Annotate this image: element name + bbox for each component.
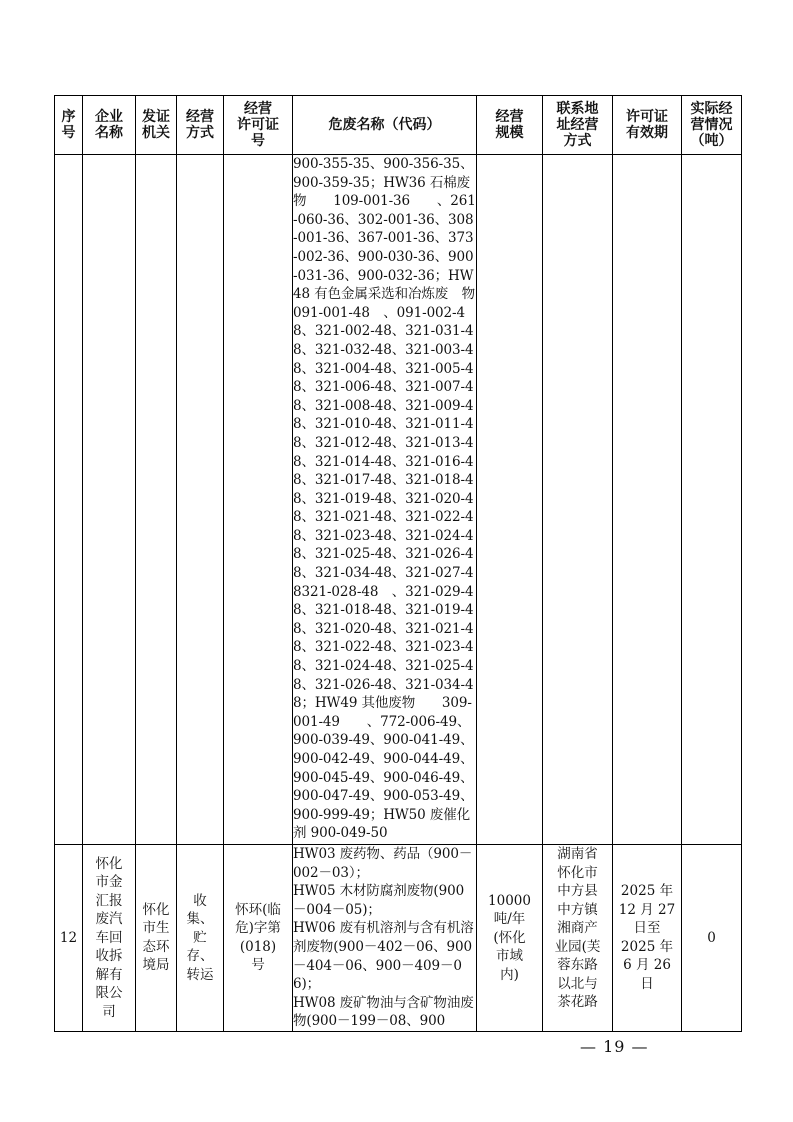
row12-issuer: 怀化 市生 态环 境局 <box>136 845 177 1032</box>
row12-waste: HW03 废药物、药品（900－002－03）； HW05 木材防腐剂废物(900－004－05)； HW06 废有机溶剂与含有机溶剂废物(900－402－06、900－404－06、900－409－06)； HW08 废矿物油与含矿物油废物(900－199－08、900 <box>293 845 477 1032</box>
table-header-row <box>55 96 742 155</box>
row12-contact: 湖南省 怀化市 中方县 中方镇 湘商产 业园(芙 蓉东路 以北与 茶花路 <box>543 845 613 1032</box>
table-row <box>55 155 742 845</box>
header-contact: 联系地 址经营 方式 <box>543 96 613 155</box>
cont-seq-cell <box>55 155 83 845</box>
header-validity: 许可证 有效期 <box>613 96 682 155</box>
cont-license-cell <box>224 155 293 845</box>
hazardous-waste-license-table <box>54 95 742 1032</box>
row12-scale: 10000 吨/年 (怀化 市域 内) <box>477 845 543 1032</box>
cont-mode-cell <box>177 155 224 845</box>
header-issuer: 发证 机关 <box>136 96 177 155</box>
cont-contact-cell <box>543 155 613 845</box>
page-number: — 19 — <box>580 1037 649 1056</box>
cont-waste-codes: 900-355-35、900-356-35、900-359-35；HW36 石棉废物 109-001-36 、261-060-36、302-001-36、308-001-36、367-001-36、373-002-36、900-030-36、900-031-36、900-032-36；HW48 有色金属采选和冶炼废 物 091-001-48 、091-002-48、321-002-48、321-031-48、321-032-48、321-003-48、321-004-48、321-005-48、321-006-48、321-007-48、321-008-48、321-009-48、321-010-48、321-011-48、321-012-48、321-013-48、321-014-48、321-016-48、321-017-48、321-018-48、321-019-48、321-020-48、321-021-48、321-022-48、321-023-48、321-024-48、321-025-48、321-026-48、321-034-48、321-027-48321-028-48 、321-029-48、321-018-48、321-019-48、321-020-48、321-021-48、321-022-48、321-023-48、321-024-48、321-025-48、321-026-48、321-034-48；HW49 其他废物 309-001-49 、772-006-49、900-039-49、900-041-49、900-042-49、900-044-49、900-045-49、900-046-49、900-047-49、900-053-49、900-999-49；HW50 废催化剂 900-049-50 <box>293 155 477 845</box>
header-license: 经营 许可证 号 <box>224 96 293 155</box>
cont-issuer-cell <box>136 155 177 845</box>
row12-mode: 收 集、 贮 存、 转运 <box>177 845 224 1032</box>
row12-validity: 2025 年 12 月 27 日至 2025 年 6 月 26 日 <box>613 845 682 1032</box>
row12-actual: 0 <box>682 845 742 1032</box>
cont-actual-cell <box>682 155 742 845</box>
row12-license: 怀环(临 危)字第 (018) 号 <box>224 845 293 1032</box>
header-seq: 序 号 <box>55 96 83 155</box>
header-scale: 经营 规模 <box>477 96 543 155</box>
header-company: 企业 名称 <box>83 96 136 155</box>
header-actual: 实际经 营情况 （吨） <box>682 96 742 155</box>
row12-seq: 12 <box>55 845 83 1032</box>
cont-validity-cell <box>613 155 682 845</box>
row12-company: 怀化 市金 汇报 废汽 车回 收拆 解有 限公 司 <box>83 845 136 1032</box>
header-mode: 经营 方式 <box>177 96 224 155</box>
cont-scale-cell <box>477 155 543 845</box>
table-row <box>55 845 742 1032</box>
header-waste: 危废名称（代码） <box>293 96 477 155</box>
cont-company-cell <box>83 155 136 845</box>
